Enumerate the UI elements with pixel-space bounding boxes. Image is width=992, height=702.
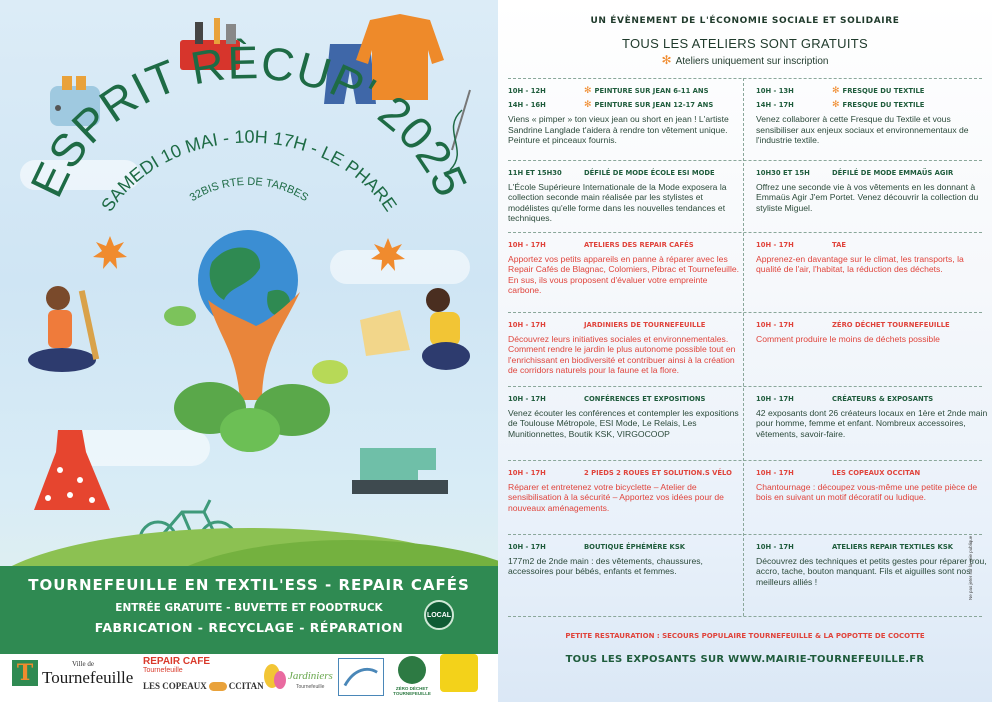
workshop-time: 14H - 17H — [756, 101, 794, 110]
workshop-cell — [756, 86, 988, 145]
workshop-time: 10H - 17H — [508, 543, 546, 551]
workshop-cell — [756, 468, 988, 503]
workshop-time: 10H - 12H — [508, 87, 546, 95]
workshop-schedule-row — [508, 240, 740, 250]
workshop-schedule-row — [508, 86, 740, 96]
workshop-schedule-row — [508, 394, 740, 404]
workshop-time: 10H - 13H — [756, 87, 794, 95]
workshop-description: 42 exposants dont 26 créateurs locaux en 1ère et 2nde main pour homme, femme et enfant. Nombreux accessoires, vêtements, savoir-faire. — [756, 408, 988, 439]
workshop-title-text: JARDINIERS DE TOURNEFEUILLE — [584, 321, 706, 329]
workshop-cell — [756, 394, 988, 439]
workshop-title — [832, 468, 920, 478]
workshop-description: 177m2 de 2nde main : des vêtements, chaussures, accessoires pour bébés, enfants et femmes. — [508, 556, 703, 577]
workshop-time: 14H - 16H — [508, 101, 546, 110]
local-badge: LOCAL — [424, 600, 454, 630]
row-divider — [508, 312, 982, 313]
workshop-title-text: FRESQUE DU TEXTILE — [842, 87, 925, 95]
workshop-cell — [756, 320, 988, 344]
workshop-cell — [508, 320, 740, 375]
row-divider — [508, 460, 982, 461]
workshop-description: Offrez une seconde vie à vos vêtements en les donnant à Emmaüs Agir J'em Portet. Venez découvrir la collection du styliste Miguel. — [756, 182, 979, 213]
workshop-time: 10H - 17H — [756, 241, 794, 249]
copeaux-occitan-logo: LES COPEAUX CCITAN — [143, 681, 264, 691]
workshop-title-text: CONFÉRENCES ET EXPOSITIONS — [584, 395, 706, 403]
programme-footer-restauration: PETITE RESTAURATION : SECOURS POPULAIRE TOURNEFEUILLE & LA POPOTTE DE COCOTTE — [565, 632, 925, 640]
workshop-time: 10H30 ET 15H — [756, 169, 810, 177]
workshop-title-text: LES COPEAUX OCCITAN — [832, 469, 921, 477]
workshop-title — [584, 542, 685, 552]
edge-note: Ne pas jeter sur la voie publique — [968, 535, 973, 600]
poster-date: SAMEDI 10 MAI - 10H 17H - LE PHARE — [97, 126, 401, 215]
partner-logo-icon — [338, 658, 384, 696]
row-divider — [508, 78, 982, 79]
workshop-description: Apportez vos petits appareils en panne à réparer avec les Repair Cafés de Blagnac, Colomiers, Pibrac et Tournefeuille. En sus, ils vous proposent d'évaluer votre empreinte carbone. — [508, 254, 740, 295]
workshop-description: Venez écouter les conférences et contempler les expositions de Toulouse Métropole, ESI Mode, Le Relais, Les Munitionnettes, Boutik KSK, VIRGOCOOP — [508, 408, 739, 439]
workshop-description: Réparer et entretenez votre bicyclette – Atelier de sensibilisation à la sécurité – Apportez vos idées pour de nouveaux aménagements. — [508, 482, 724, 513]
workshop-schedule-row — [508, 320, 740, 330]
asterisk-icon: ✻ — [832, 86, 840, 96]
workshop-cell — [508, 168, 740, 223]
band-line-2: ENTRÉE GRATUITE - BUVETTE ET FOODTRUCK — [115, 602, 383, 614]
workshop-cell — [508, 240, 740, 295]
workshop-cell — [508, 468, 740, 513]
workshop-title-text: PEINTURE SUR JEAN 12-17 ANS — [594, 101, 714, 110]
workshop-title-text: ATELIERS REPAIR TEXTILES KSK — [832, 543, 953, 551]
workshop-title — [584, 320, 705, 330]
row-divider — [508, 386, 982, 387]
workshop-schedule-row — [508, 542, 740, 552]
workshop-time: 10H - 17H — [756, 469, 794, 477]
workshop-title — [832, 394, 933, 404]
workshop-description: Découvrez des techniques et petits gestes pour réparer trou, accro, tache, bouton manquant. Fils et aiguilles sont nos meilleurs alliés ! — [756, 556, 987, 587]
asterisk-icon: ✻ — [584, 100, 592, 111]
workshop-title-text: TAE — [832, 241, 847, 249]
workshop-title — [584, 86, 709, 96]
workshop-time: 10H - 17H — [756, 543, 794, 551]
programme-header-1: UN ÉVÈNEMENT DE L'ÉCONOMIE SOCIALE ET SOLIDAIRE — [590, 16, 900, 26]
workshop-title-text: 2 PIEDS 2 ROUES ET SOLUTION.S VÉLO — [584, 469, 732, 477]
workshop-schedule-row — [756, 100, 988, 110]
asterisk-icon: ✻ — [832, 100, 840, 111]
workshop-title — [832, 240, 846, 250]
workshop-title-text: ZÉRO DÉCHET TOURNEFEUILLE — [832, 321, 950, 329]
workshop-description: Venez collaborer à cette Fresque du Textile et vous sensibiliser aux enjeux sociaux et environnementaux de l'industrie textile. — [756, 114, 969, 145]
row-divider — [508, 534, 982, 535]
workshop-cell — [756, 168, 988, 213]
workshop-cell — [508, 542, 740, 577]
column-divider — [743, 78, 744, 616]
workshop-title — [832, 542, 953, 552]
workshop-schedule-row — [756, 468, 988, 478]
tournefeuille-logo-text: Ville de Tournefeuille — [42, 660, 134, 687]
workshop-title — [584, 240, 694, 250]
workshop-title-text: DÉFILÉ DE MODE EMMAÜS AGIR — [832, 169, 954, 177]
workshop-title — [832, 86, 924, 96]
workshop-schedule-row — [508, 468, 740, 478]
zero-dechet-logo-icon — [398, 656, 426, 684]
workshop-schedule-row — [508, 100, 740, 110]
programme-header-3: ✻ Ateliers uniquement sur inscription — [661, 53, 829, 67]
workshop-description: L'École Supérieure Internationale de la Mode exposera la collection seconde main réalisée par les stylistes et modélistes qu'elle forme dans les nouvelles tendances et techniques. — [508, 182, 727, 223]
asterisk-icon: ✻ — [661, 53, 672, 67]
workshop-title-text: PEINTURE SUR JEAN 6-11 ANS — [594, 87, 709, 95]
workshop-schedule-row — [756, 240, 988, 250]
workshop-title — [584, 168, 715, 178]
workshop-cell — [756, 240, 988, 275]
workshop-time: 10H - 17H — [508, 395, 546, 403]
workshop-time: 10H - 17H — [756, 321, 794, 329]
workshop-title-text: ATELIERS DES REPAIR CAFÉS — [584, 241, 694, 249]
programme-panel — [498, 0, 992, 702]
workshop-title — [584, 394, 705, 404]
workshop-time: 10H - 17H — [508, 469, 546, 477]
poster-title-arc — [0, 0, 498, 330]
workshop-cell — [756, 542, 988, 587]
poster-address: 32BIS RTE DE TARBES — [187, 175, 311, 205]
workshop-title-text: DÉFILÉ DE MODE ÉCOLE ESI MODE — [584, 169, 715, 177]
band-line-1: TOURNEFEUILLE EN TEXTIL'ESS - REPAIR CAFÉS — [28, 576, 470, 594]
workshop-title — [584, 468, 732, 478]
workshop-description: Comment produire le moins de déchets possible — [756, 334, 940, 345]
programme-header-2: TOUS LES ATELIERS SONT GRATUITS — [621, 36, 868, 51]
workshop-title-text: BOUTIQUE ÉPHÉMÈRE KSK — [584, 543, 685, 551]
workshop-description: Découvrez leurs initiatives sociales et environnementales. Comment rendre le jardin le plus autonome possible tout en l'enrichissant en biodiversité et contribuer ainsi à la création de corridors naturels pour la faune et la flore. — [508, 334, 736, 375]
workshop-description: Viens « pimper » ton vieux jean ou short en jean ! L'artiste Sandrine Langlade t'aidera à rendre ton vêtement unique. Peinture et pinceaux fournis. — [508, 114, 729, 145]
row-divider — [508, 616, 982, 617]
workshop-title-text: FRESQUE DU TEXTILE — [842, 101, 925, 110]
workshop-time: 11H ET 15H30 — [508, 169, 562, 177]
workshop-title — [584, 100, 713, 110]
workshop-description: Chantournage : découpez vous-même une petite pièce de bois en suivant un motif décoratif ou ludique. — [756, 482, 978, 503]
workshop-time: 10H - 17H — [508, 321, 546, 329]
workshop-time: 10H - 17H — [756, 395, 794, 403]
poster-title: ESPRIT RÈCUP' 2025 — [19, 36, 479, 205]
workshop-schedule-row — [756, 394, 988, 404]
jardiniers-logo-sub: Tournefeuille — [296, 684, 325, 690]
workshop-schedule-row — [508, 168, 740, 178]
workshop-cell — [508, 394, 740, 439]
workshop-schedule-row — [756, 320, 988, 330]
programme-footer-website: TOUS LES EXPOSANTS SUR WWW.MAIRIE-TOURNEFEUILLE.FR — [565, 654, 925, 665]
row-divider — [508, 232, 982, 233]
workshop-title — [832, 168, 953, 178]
workshop-cell — [508, 86, 740, 145]
jardiniers-logo-text: Jardiniers — [288, 670, 333, 682]
tournefeuille-logo-icon: T — [12, 660, 38, 686]
row-divider — [508, 160, 982, 161]
zero-dechet-logo-text: ZÉRO DÉCHET TOURNEFEUILLE — [393, 686, 431, 696]
band-line-3: FABRICATION - RECYCLAGE - RÉPARATION — [94, 620, 404, 635]
asterisk-icon: ✻ — [584, 86, 592, 96]
workshop-schedule-row — [756, 168, 988, 178]
repair-cafe-logo: REPAIR CAFE Tournefeuille — [143, 656, 211, 674]
workshop-schedule-row — [756, 542, 988, 552]
workshop-schedule-row — [756, 86, 988, 96]
dress-icon — [34, 430, 110, 510]
velo-logo-icon — [440, 654, 478, 692]
workshop-title — [832, 100, 924, 110]
workshop-title — [832, 320, 950, 330]
workshop-description: Apprenez-en davantage sur le climat, les transports, la qualité de l'air, l'habitat, la réduction des déchets. — [756, 254, 964, 275]
workshop-time: 10H - 17H — [508, 241, 546, 249]
sewing-machine-icon — [352, 448, 448, 494]
workshop-title-text: CRÉATEURS & EXPOSANTS — [832, 395, 934, 403]
